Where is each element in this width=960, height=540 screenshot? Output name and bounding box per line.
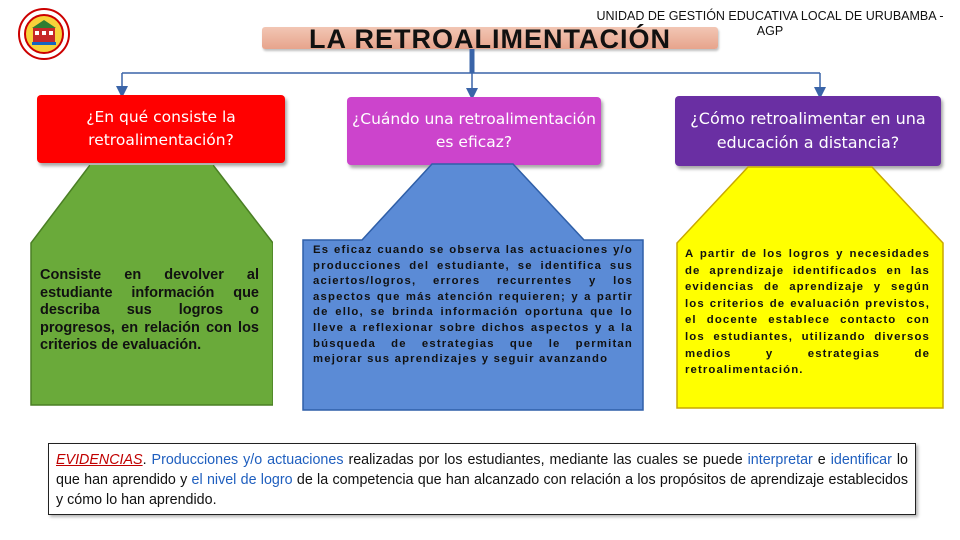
evidence-highlight-level: el nivel de logro <box>191 472 293 488</box>
evidence-text-segment-1: realizadas por los estudiantes, mediante las cuales se puede <box>343 452 748 468</box>
evidence-text-segment-4: de la competencia que han alcanzado con relación a los propósitos de aprendizaje establecidos y cómo lo han aprendido. <box>56 472 908 508</box>
answer-text-1: Consiste en devolver al estudiante información que describa sus logros o progresos, en relación con los criterios de evaluación. <box>40 267 259 353</box>
evidence-highlight-identify: identificar <box>830 452 892 468</box>
question-box-2 <box>347 97 601 165</box>
question-box-1 <box>37 95 285 163</box>
evidence-highlight-interpret: interpretar <box>747 452 813 468</box>
evidence-label: EVIDENCIAS <box>56 452 143 468</box>
page-title: LA RETROALIMENTACIÓN <box>309 24 671 54</box>
question-box-3 <box>675 96 941 166</box>
question-text-3: ¿Cómo retroalimentar en una educación a distancia? <box>690 109 926 152</box>
evidence-text-segment-2: e <box>812 452 831 468</box>
evidence-separator: . <box>142 452 152 468</box>
answer-text-3: A partir de los logros y necesidades de aprendizaje identificados en las evidencias de aprendizaje y según los criterios de evaluación previstos, el docente establece contacto con los estudiantes, utilizando diversos medios y estrategias de retroalimentación. <box>685 248 930 377</box>
evidence-text <box>56 450 908 510</box>
answer-text-2: Es eficaz cuando se observa las actuaciones y/o producciones del estudiante, se identifica sus aciertos/logros, errores recurrentes y los aspectos que más atención requieren; y a partir de ello, se brinda información oportuna que lo lleve a reflexionar sobre dichos aspectos y a la búsqueda de estrategias que le permitan mejorar sus aprendizajes y seguir avanzando <box>313 244 633 366</box>
question-text-1: ¿En qué consiste la retroalimentación? <box>86 108 236 149</box>
evidence-text-segment-3: lo que han aprendido y <box>56 452 908 488</box>
evidence-highlight-productions: Producciones y/o actuaciones <box>151 452 344 468</box>
question-text-2: ¿Cuándo una retroalimentación es eficaz? <box>352 110 596 151</box>
institution-name: UNIDAD DE GESTIÓN EDUCATIVA LOCAL DE URUBAMBA - AGP <box>596 9 944 38</box>
